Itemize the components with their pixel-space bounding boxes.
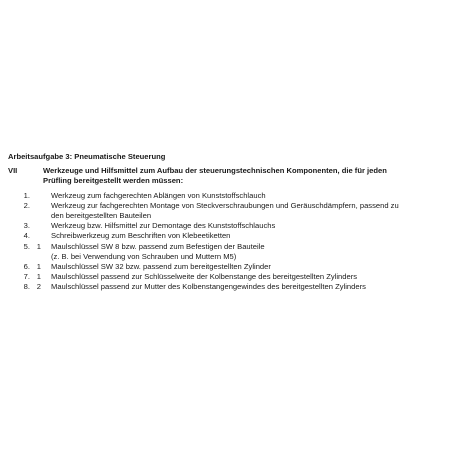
item-line: Werkzeug zum fachgerechten Ablängen von Kunststoffschlauch [51,190,266,200]
item-quantity: 1 [36,272,41,282]
item-line: Maulschlüssel SW 32 bzw. passend zum bereitgestellten Zylinder [51,262,271,272]
item-line: Werkzeug zur fachgerechten Montage von Steckverschraubungen und Geräuschdämpfern, passend zu [51,200,399,210]
item-quantity [32,201,41,221]
item-quantity: 2 [36,282,41,292]
list-item [8,231,448,241]
item-text [41,191,448,201]
section-number: VII [8,166,18,176]
item-text [41,231,448,241]
item-line: Maulschlüssel passend zur Mutter des Kolbenstangengewindes des bereitgestellten Zylinders [51,282,366,292]
item-text [41,242,448,262]
item-line: Maulschlüssel passend zur Schlüsselweite der Kolbenstange des bereitgestellten Zylinders [51,272,358,282]
section-heading-line: Prüfling bereitgestellt werden müssen: [43,176,184,186]
item-number: 1. [23,190,30,200]
list-item [8,272,448,282]
list-item [8,191,448,201]
item-number: 7. [23,272,30,282]
section-heading [8,166,448,186]
item-text [41,282,448,292]
item-quantity [32,231,41,241]
list-item [8,242,448,262]
item-number: 4. [23,231,30,241]
item-text [41,272,448,282]
list-item [8,282,448,292]
item-quantity: 1 [36,241,41,251]
item-quantity: 1 [36,262,41,272]
item-quantity [32,221,41,231]
item-line: Maulschlüssel SW 8 bzw. passend zum Befestigen der Bauteile [51,241,265,251]
document-body [8,152,448,293]
item-number: 6. [23,262,30,272]
item-number: 8. [23,282,30,292]
document-title: Arbeitsaufgabe 3: Pneumatische Steuerung [8,152,166,161]
item-text [41,221,448,231]
item-line: den bereitgestellten Bauteilen [51,211,152,221]
list-item [8,221,448,231]
section-heading-line: Werkzeuge und Hilfsmittel zum Aufbau der steuerungstechnischen Komponenten, die für jeden [43,166,387,176]
list-item [8,201,448,221]
item-line: Schreibwerkzeug zum Beschriften von Klebeetiketten [51,231,231,241]
item-line: (z. B. bei Verwendung von Schrauben und Muttern M5) [51,251,237,261]
item-line: Werkzeug bzw. Hilfsmittel zur Demontage des Kunststoffschlauchs [51,221,276,231]
tool-list [8,191,448,293]
section-heading-text [43,166,448,186]
item-number: 5. [23,241,30,251]
item-number: 3. [23,221,30,231]
item-text [41,262,448,272]
list-item [8,262,448,272]
item-number: 2. [23,200,30,210]
item-text [41,201,448,221]
item-quantity [32,191,41,201]
